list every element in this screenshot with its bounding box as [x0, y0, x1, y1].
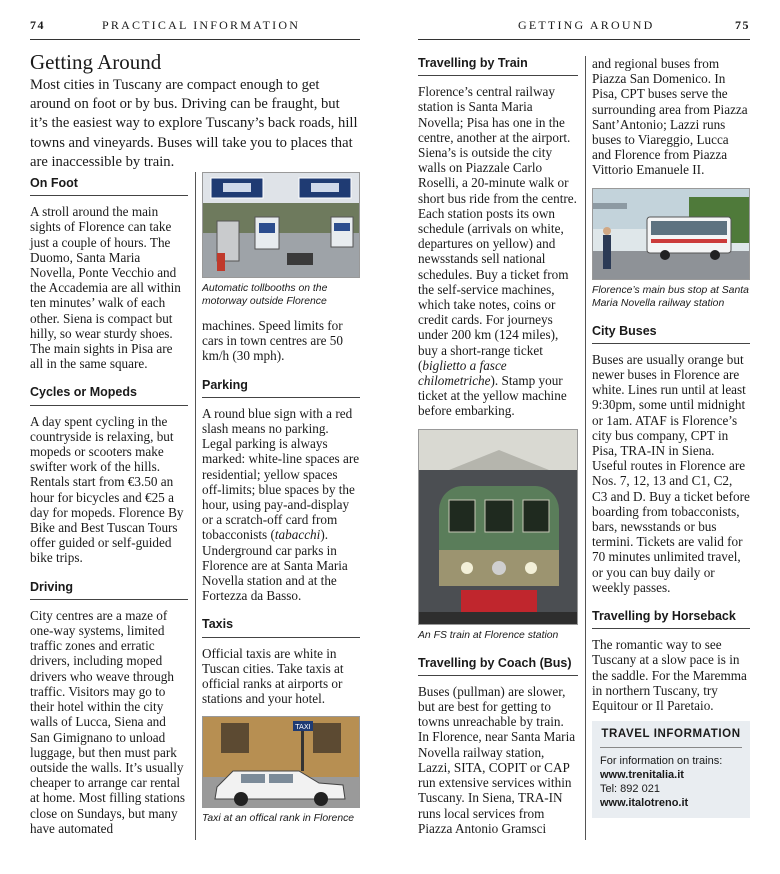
on-foot-heading: On Foot — [30, 176, 188, 196]
taxi-sign-text: TAXI — [295, 723, 311, 732]
bus-stop-caption: Florence’s main bus stop at Santa Maria Novella railway station — [592, 284, 749, 309]
city-buses-heading: City Buses — [592, 324, 750, 344]
city-buses-text: Buses are usually orange but newer buses in Florence are white. Lines run until at least 9:30pm, some until midnight or 1am. ATAF is Florence’s city bus company, CPT in Pisa, TRA-IN in Siena. Useful routes in Florence are Nos. 7, 12, 13 and C1, C2, C3 and D. Buy a ticket before boarding from tobacconists, bars, newsstands or bus termini. Tickets are valid for 70 minutes unlimited travel, or you can buy daily or weekly passes. — [592, 351, 750, 595]
column-divider-right — [585, 56, 586, 840]
tollbooth-illustration — [203, 173, 360, 278]
right-running-title: GETTING AROUND — [518, 18, 655, 32]
horseback-heading: Travelling by Horseback — [592, 609, 750, 629]
intro-paragraph: Most cities in Tuscany are compact enough to get around on foot or by bus. Driving can be fraught, but it’s the easiest way to explore Tuscany’s back roads, hill towns and vineyards. Buses will take you to places that are inaccessible by train. — [30, 77, 358, 170]
tollbooth-caption: Automatic tollbooths on the motorway outside Florence — [202, 283, 328, 307]
column-2 — [202, 172, 360, 825]
taxi-caption: Taxi at an offical rank in Florence — [202, 813, 355, 825]
on-foot-text: A stroll around the main sights of Florence can take just a couple of hours. The Duomo, Santa Maria Novella, Ponte Vecchio and the Accademia are all within ten minutes’ walk of each other. Siena is compact but hilly, so wear sturdy shoes. The main sights in Pisa are all in the same square. — [30, 204, 181, 372]
bus-stop-photo — [592, 188, 750, 280]
page-title: Getting Around — [30, 50, 162, 74]
left-running-title: PRACTICAL INFORMATION — [102, 18, 301, 32]
coach-text: Buses (pullman) are slower, but are best for getting to towns unreachable by train. In Florence, near Santa Maria Novella railway station, Lazzi, SITA, COPIT or CAP run extensive services within Tuscany. In Siena, TRA-IN runs local services from Piazza Antonio Gramsci — [418, 683, 576, 836]
right-running-header — [418, 14, 750, 40]
column-3 — [418, 56, 578, 836]
travel-info-trains-label: For information on trains: — [600, 754, 723, 767]
coach-heading: Travelling by Coach (Bus) — [418, 656, 578, 676]
right-page-number: 75 — [735, 18, 750, 32]
train-text: Florence’s central railway station is Santa Maria Novella; Pisa has one in the centre, another at the airport. Siena’s is outside the city walls on Piazzale Carlo Roselli, a 20-minute walk or short bus ride from the centre. Each station posts its own schedule (arrivals on white, departures on yellow) and newsstands sell national schedules. Buy a ticket from the self-service machines, which take notes, coins or credit cards. For journeys under 200 km (124 miles), buy a short-range ticket (biglietto a fasce chilometriche). Stamp your ticket at the yellow machine before embarking. — [418, 84, 577, 419]
train-ticket-term: biglietto a fasce chilometriche — [418, 357, 507, 389]
parking-term: tabacchi — [274, 527, 321, 543]
train-illustration — [419, 430, 578, 625]
coach-text-continued: and regional buses from Piazza San Domenico. In Pisa, CPT buses serve the surrounding area from Piazza Sant’Antonio; Lazzi runs buses to Viareggio, Lucca and Florence from Piazza Vittorio Emanuele II. — [592, 56, 748, 178]
train-heading: Travelling by Train — [418, 56, 578, 76]
travel-information-title: TRAVEL INFORMATION — [600, 727, 742, 747]
left-running-header — [30, 14, 360, 40]
taxis-text: Official taxis are white in Tuscan cities. Take taxis at official ranks at airports or stations and your hotel. — [202, 645, 344, 707]
cycles-heading: Cycles or Mopeds — [30, 385, 188, 405]
column-divider-left — [195, 172, 196, 840]
train-caption: An FS train at Florence station — [418, 629, 559, 641]
parking-text: A round blue sign with a red slash means no parking. Legal parking is always marked: white-line spaces are residential; yellow spaces off-limits; blue spaces by the hour, using pay-and-display or a scratch-off card from tobacconists (tabacchi). Underground car parks in Florence are at Santa Maria Novella station and at the Fortezza da Basso. — [202, 405, 360, 604]
parking-heading: Parking — [202, 378, 360, 398]
train-photo — [418, 429, 578, 625]
italotreno-link[interactable]: www.italotreno.it — [600, 796, 689, 809]
column-1 — [30, 176, 188, 836]
driving-text-continued: machines. Speed limits for cars in town centres are 50 km/h (30 mph). — [202, 318, 343, 364]
travel-information-box — [592, 721, 750, 817]
trenitalia-link[interactable]: www.trenitalia.it — [600, 768, 684, 781]
taxi-illustration — [203, 717, 360, 808]
driving-heading: Driving — [30, 580, 188, 600]
travel-info-telephone: Tel: 892 021 — [600, 782, 660, 795]
driving-text: City centres are a maze of one-way systems, limited traffic zones and erratic drivers, including moped drivers who weave through traffic. Visitors may go to their hotel within the city walls of Lucca, Siena and San Gimignano to unload luggage, but then must park outside the walls. It’s usually cheaper to arrange car rental at home. Most filling stations close on Sundays, but many have automated — [30, 607, 185, 836]
tollbooth-photo — [202, 172, 360, 278]
taxi-photo — [202, 716, 360, 808]
column-4 — [592, 56, 750, 818]
taxis-heading: Taxis — [202, 617, 360, 637]
left-page-number: 74 — [30, 18, 45, 32]
bus-stop-illustration — [593, 189, 750, 280]
cycles-text: A day spent cycling in the countryside is relaxing, but mopeds or scooters make swifter work of the hills. Rentals start from €3.50 an hour for bicycles and €25 a day for mopeds. Florence By Bike and Best Tuscan Tours offer guided or self-guided bike trips. — [30, 413, 184, 566]
horseback-text: The romantic way to see Tuscany at a slow pace is in the saddle. For the Maremma in northern Tuscany, try Equitour or Il Paretaio. — [592, 637, 747, 714]
